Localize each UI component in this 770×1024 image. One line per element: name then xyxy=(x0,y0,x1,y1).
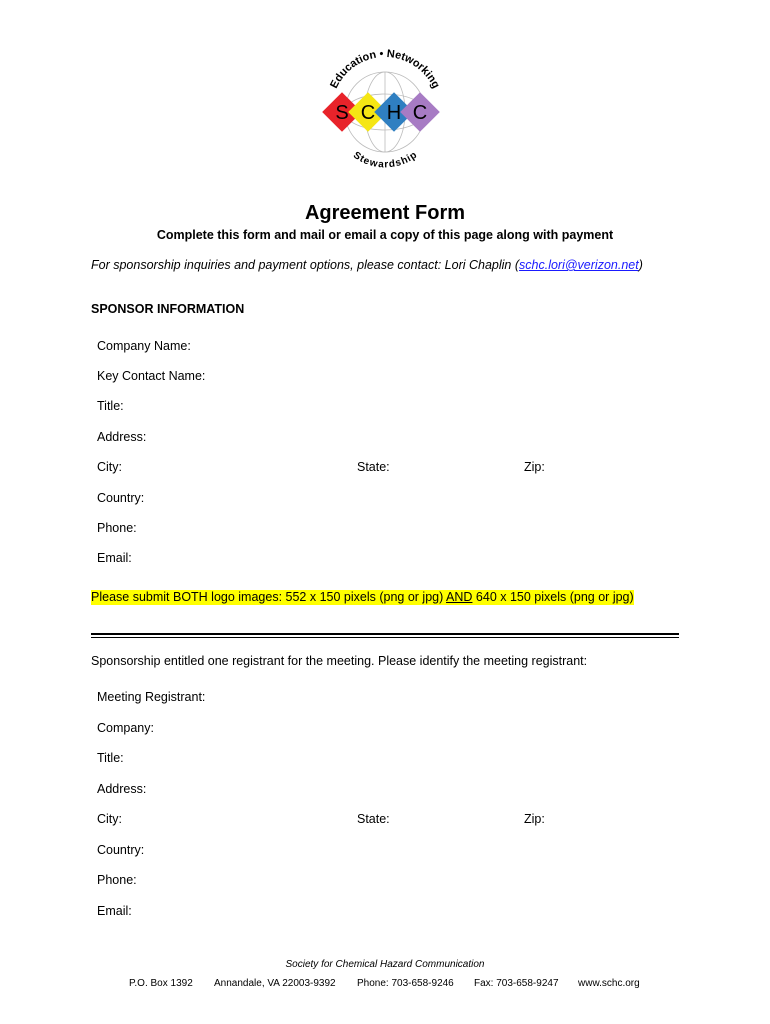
footer-city: Annandale, VA 22003-9392 xyxy=(214,978,336,989)
registrant-country-label: Country: xyxy=(97,843,145,857)
registrant-zip-label: Zip: xyxy=(524,812,545,826)
page-subtitle: Complete this form and mail or email a copy of this page along with payment xyxy=(156,228,614,242)
registrant-phone-label: Phone: xyxy=(97,873,137,887)
logo-letter: C xyxy=(360,102,376,124)
registrant-address-label: Address: xyxy=(97,782,147,796)
meeting-registrant-label: Meeting Registrant: xyxy=(97,690,206,704)
logo-letter: S xyxy=(335,102,349,124)
footer-fax: Fax: 703-658-9247 xyxy=(474,978,559,989)
logo-note-part1: Please submit BOTH logo images: 552 x 150 pixels (png or jpg) xyxy=(91,590,447,604)
logo-note-part2: 640 x 150 pixels (png or jpg) xyxy=(472,590,634,604)
contact-email-link[interactable]: schc.lori@verizon.net xyxy=(519,258,639,272)
state-label: State: xyxy=(357,460,390,474)
title-label: Title: xyxy=(97,399,124,413)
contact-close: ) xyxy=(638,258,643,272)
registrant-city-label: City: xyxy=(97,812,122,826)
footer-pobox: P.O. Box 1392 xyxy=(129,978,193,989)
schc-logo xyxy=(318,48,452,172)
sponsor-heading: SPONSOR INFORMATION xyxy=(91,302,245,316)
phone-label: Phone: xyxy=(97,521,137,535)
logo-letter: H xyxy=(386,102,402,124)
zip-label: Zip: xyxy=(524,460,545,474)
divider xyxy=(91,633,679,635)
svg-text:Stewardship xyxy=(351,150,419,171)
address-label: Address: xyxy=(97,430,147,444)
divider xyxy=(91,637,679,638)
registrant-title-label: Title: xyxy=(97,751,124,765)
contact-line xyxy=(91,258,643,272)
city-label: City: xyxy=(97,460,122,474)
email-label: Email: xyxy=(97,551,132,565)
company-name-label: Company Name: xyxy=(97,339,191,353)
registrant-intro: Sponsorship entitled one registrant for the meeting. Please identify the meeting registrant: xyxy=(91,654,588,668)
logo-top-text: Education • Networking xyxy=(328,48,442,91)
logo-letter: C xyxy=(412,102,428,124)
logo-bottom-text: Stewardship xyxy=(351,149,420,171)
registrant-company-label: Company: xyxy=(97,721,154,735)
key-contact-label: Key Contact Name: xyxy=(97,369,206,383)
footer-website: www.schc.org xyxy=(578,978,640,989)
footer-phone: Phone: 703-658-9246 xyxy=(357,978,454,989)
page-title: Agreement Form xyxy=(304,202,466,224)
registrant-email-label: Email: xyxy=(97,904,132,918)
logo-requirement-note xyxy=(91,590,634,605)
country-label: Country: xyxy=(97,491,145,505)
footer-org-name: Society for Chemical Hazard Communication xyxy=(285,959,485,970)
registrant-state-label: State: xyxy=(357,812,390,826)
contact-text: For sponsorship inquiries and payment options, please contact: Lori Chaplin ( xyxy=(91,258,520,272)
logo-note-and: AND xyxy=(446,590,473,604)
